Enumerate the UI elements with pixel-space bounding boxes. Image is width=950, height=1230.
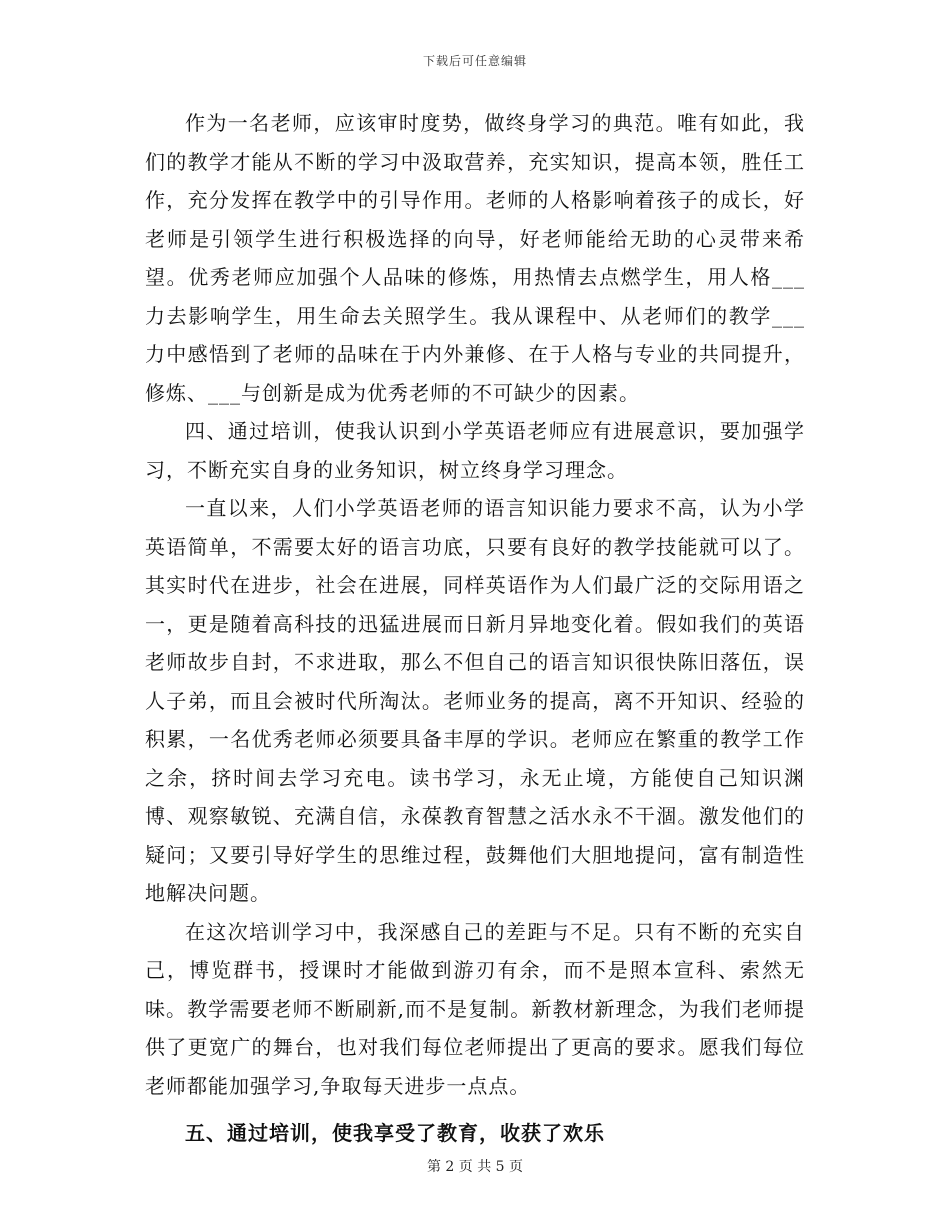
paragraph-teacher-role: 作为一名老师，应该审时度势，做终身学习的典范。唯有如此，我们的教学才能从不断的学习中汲取营养，充实知识，提高本领，胜任工作，充分发挥在教学中的引导作用。老师的人格影响着孩子的成长，好老师是引领学生进行积极选择的向导，好老师能给无助的心灵带来希望。优秀老师应加强个人品味的修炼，用热情去点燃学生，用人格___力去影响学生，用生命去关照学生。我从课程中、从老师们的教学___力中感悟到了老师的品味在于内外兼修、在于人格与专业的共同提升，修炼、___与创新是成为优秀老师的不可缺少的因素。	[145, 111, 805, 405]
document-body	[145, 104, 805, 1159]
page-number: 第 2 页 共 5 页	[426, 1159, 524, 1175]
paragraph-section-four: 四、通过培训，使我认识到小学英语老师应有进展意识，要加强学习，不断充实自身的业务知识，树立终身学习理念。	[145, 419, 805, 482]
paragraph-training-reflection: 在这次培训学习中，我深感自己的差距与不足。只有不断的充实自己，博览群书，授课时才能做到游刃有余，而不是照本宣科、索然无味。教学需要老师不断刷新,而不是复制。新教材新理念，为我们老师提供了更宽广的舞台，也对我们每位老师提出了更高的要求。愿我们每位老师都能加强学习,争取每天进步一点点。	[145, 919, 805, 1098]
section-heading-five: 五、通过培训，使我享受了教育，收获了欢乐	[185, 1121, 605, 1145]
paragraph-english-teacher: 一直以来，人们小学英语老师的语言知识能力要求不高，认为小学英语简单，不需要太好的语言功底，只要有良好的教学技能就可以了。其实时代在进步，社会在进展，同样英语作为人们最广泛的交际用语之一，更是随着高科技的迅猛进展而日新月异地变化着。假如我们的英语老师故步自封，不求进取，那么不但自己的语言知识很快陈旧落伍，误人子弟，而且会被时代所淘汰。老师业务的提高，离不开知识、经验的积累，一名优秀老师必须要具备丰厚的学识。老师应在繁重的教学工作之余，挤时间去学习充电。读书学习，永无止境，方能使自己知识渊博、观察敏锐、充满自信，永葆教育智慧之活水永不干涸。激发他们的疑问；又要引导好学生的思维过程，鼓舞他们大胆地提问，富有制造性地解决问题。	[145, 496, 805, 905]
page-header: 下载后可任意编辑	[422, 54, 527, 68]
